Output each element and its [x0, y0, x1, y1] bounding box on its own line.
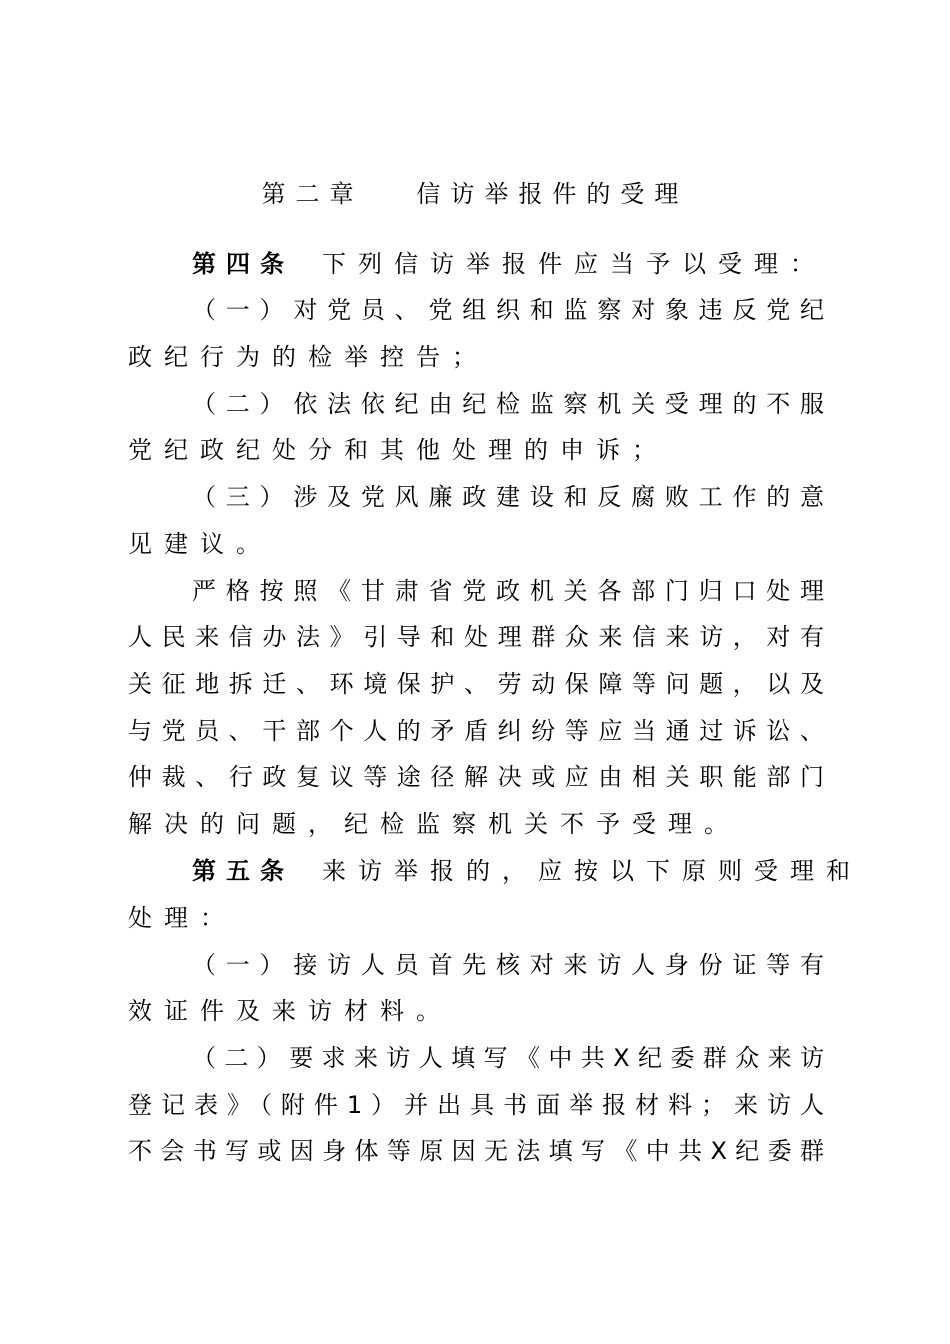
article-5-label: 第五条: [192, 857, 294, 885]
article-4-heading-line: [192, 244, 824, 284]
body-line: （三）涉及党风廉政建设和反腐败工作的意: [192, 483, 824, 511]
body-line: 登记表》（附件1）并出具书面举报材料；来访人: [128, 1091, 824, 1119]
body-line: 政纪行为的检举控告；: [128, 343, 488, 371]
body-line: （二）依法依纪由纪检监察机关受理的不服: [192, 390, 824, 418]
body-line: （一）接访人员首先核对来访人身份证等有: [192, 951, 824, 979]
body-line: 见建议。: [128, 530, 272, 558]
body-line: （一）对党员、党组织和监察对象违反党纪: [192, 296, 824, 324]
article-4-intro: 下列信访举报件应当予以受理：: [322, 250, 826, 278]
body-line: 关征地拆迁、环境保护、劳动保障等问题，以及: [128, 670, 824, 698]
body-line: 党纪政纪处分和其他处理的申诉；: [128, 436, 668, 464]
body-line: 与党员、干部个人的矛盾纠纷等应当通过诉讼、: [128, 717, 824, 745]
body-line: 人民来信办法》引导和处理群众来信来访，对有: [128, 623, 824, 651]
body-line: 不会书写或因身体等原因无法填写《中共X纪委群: [128, 1137, 824, 1165]
body-line: 解决的问题，纪检监察机关不予受理。: [128, 810, 740, 838]
body-line: 仲裁、行政复议等途径解决或应由相关职能部门: [128, 763, 824, 791]
article-5-heading-line: [192, 851, 862, 891]
chapter-title: 第二章 信访举报件的受理: [261, 180, 689, 208]
body-line: 严格按照《甘肃省党政机关各部门归口处理: [192, 577, 824, 605]
article-5-intro: 来访举报的，应按以下原则受理和: [322, 857, 862, 885]
body-line: 处理：: [128, 904, 236, 932]
body-line: 效证件及来访材料。: [128, 997, 452, 1025]
body-line: （二）要求来访人填写《中共X纪委群众来访: [192, 1044, 824, 1072]
article-4-label: 第四条: [192, 250, 294, 278]
